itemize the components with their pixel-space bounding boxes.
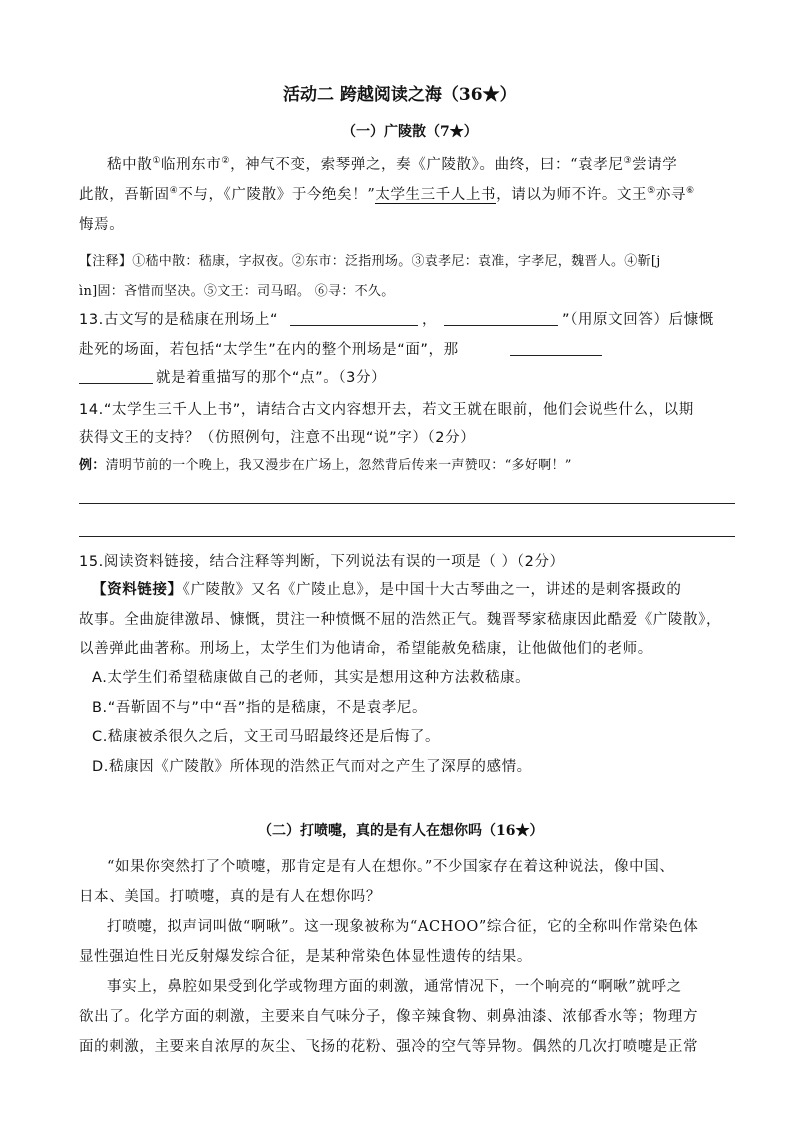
example-line: 例：清明节前的一个晚上，我又漫步在广场上，忽然背后传来一声赞叹：“多好啊！”: [79, 458, 572, 473]
question-13-line: ，: [422, 312, 438, 328]
question-13-line: 就是着重描写的那个“点”。（3分）: [156, 370, 387, 386]
answer-blank[interactable]: [290, 325, 418, 326]
question-13-line: ”（用原文回答）后慷慨: [562, 312, 714, 328]
article-line: “如果你突然打了个喷嚏，那肯定是有人在想你。”不少国家存在着这种说法，像中国、: [107, 859, 675, 875]
answer-blank[interactable]: [510, 355, 602, 356]
option-a[interactable]: A.太学生们希望嵇康做自己的老师，其实是想用这种方法救嵇康。: [92, 670, 531, 686]
answer-line[interactable]: [79, 536, 735, 537]
question-14-line: 获得文王的支持？（仿照例句，注意不出现“说”字）（2分）: [79, 430, 476, 446]
notes-line: 【注释】①嵇中散：嵇康，字叔夜。②东市：泛指刑场。③袁孝尼：袁准，字孝尼，魏晋人。④靳[j: [79, 254, 661, 269]
answer-blank[interactable]: [444, 325, 558, 326]
section-subtitle: （一）广陵散（7★）: [342, 124, 478, 140]
question-14-line: 14.“太学生三千人上书”，请结合古文内容想开去，若文王就在眼前，他们会说些什么，以期: [79, 402, 694, 418]
article-line: 日本、美国。打喷嚏，真的是有人在想你吗？: [79, 889, 381, 905]
passage-line: 悔焉。: [79, 217, 125, 233]
notes-line: ìn]固：吝惜而坚决。⑤文王：司马昭。 ⑥寻：不久。: [79, 284, 395, 299]
resource-link-line: 故事。全曲旋律激昂、慷慨，贯注一种愤慨不屈的浩然正气。魏晋琴家嵇康因此酷爱《广陵散》，: [79, 612, 722, 628]
option-d[interactable]: D.嵇康因《广陵散》所体现的浩然正气而对之产生了深厚的感情。: [92, 759, 532, 775]
question-15-stem: 15.阅读资料链接，结合注释等判断，下列说法有误的一项是（ ）（2分）: [79, 554, 565, 570]
page-title: 活动二 跨越阅读之海（36★）: [283, 85, 517, 105]
answer-blank[interactable]: [79, 383, 153, 384]
underlined-phrase: 太学生三千人上书: [375, 187, 497, 203]
passage-line: 此散，吾靳固④不与，《广陵散》于今绝矣！”太学生三千人上书，请以为师不许。文王⑤亦寻⑥: [79, 186, 695, 203]
article-line: 事实上，鼻腔如果受到化学或物理方面的刺激，通常情况下，一个响亮的“啊啾”就呼之: [107, 979, 682, 995]
answer-line[interactable]: [79, 503, 735, 504]
option-b[interactable]: B.“吾靳固不与”中“吾”指的是嵇康，不是袁孝尼。: [92, 700, 428, 716]
option-c[interactable]: C.嵇康被杀很久之后，文王司马昭最终还是后悔了。: [92, 729, 441, 745]
article-line: 欲出了。化学方面的刺激，主要来自气味分子，像辛辣食物、刺鼻油漆、浓郁香水等；物理方: [79, 1009, 699, 1025]
resource-link-line: 【资料链接】《广陵散》又名《广陵止息》，是中国十大古琴曲之一，讲述的是刺客摄政的: [92, 582, 682, 598]
section-subtitle: （二）打喷嚏，真的是有人在想你吗（16★）: [258, 823, 544, 839]
resource-link-line: 以善弹此曲著称。刑场上，太学生们为他请命，希望能赦免嵇康，让他做他们的老师。: [79, 641, 653, 657]
article-line: 打喷嚏，拟声词叫做“啊啾”。这一现象被称为“ACHOO”综合征，它的全称叫作常染色体: [107, 919, 699, 935]
passage-line: 嵇中散①临刑东市②，神气不变，索琴弹之，奏《广陵散》。曲终，曰：“袁孝尼③尝请学: [107, 156, 678, 173]
question-13-line: 13.古文写的是嵇康在刑场上“: [79, 312, 279, 328]
article-line: 显性强迫性日光反射爆发综合征，是某种常染色体显性遗传的结果。: [79, 949, 532, 965]
question-13-line: 赴死的场面，若包括“太学生”在内的整个刑场是“面”，那: [79, 342, 459, 358]
article-line: 面的刺激，主要来自浓厚的灰尘、飞扬的花粉、强冷的空气等异物。偶然的几次打喷嚏是正常: [79, 1039, 699, 1055]
